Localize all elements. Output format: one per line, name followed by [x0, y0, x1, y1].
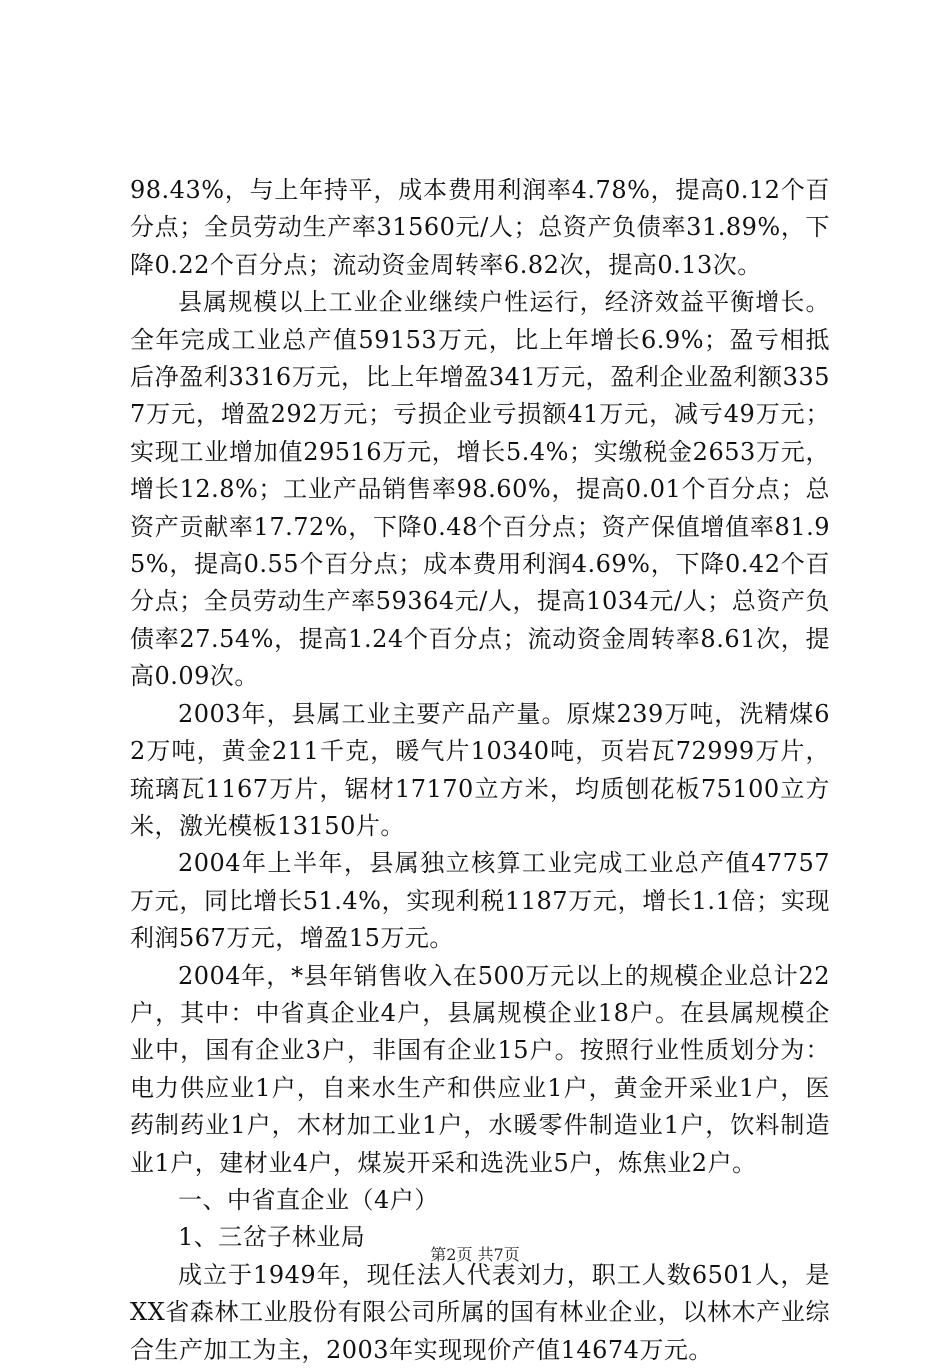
paragraph-enterprise-count: 2004年，*县年销售收入在500万元以上的规模企业总计22户，其中：中省真企业4户，县属规模企业18户。在县属规模企业中，国有企业3户，非国有企业15户。按照行业性质划分为：电力供应业1户，自来水生产和供应业1户，黄金开采业1户，医药制药业1户，木材加工业1户，水暖零件制造业1户，饮料制造业1户，建材业4户，煤炭开采和选洗业5户，炼焦业2户。 — [130, 961, 830, 1177]
paragraph-county-industry: 县属规模以上工业企业继续户性运行，经济效益平衡增长。全年完成工业总产值59153万元，比上年增长6.9%；盈亏相抵后净盈利3316万元，比上年增盈341万元，盈利企业盈利额3357万元，增盈292万元；亏损企业亏损额41万元，减亏49万元；实现工业增加值29516万元，增长5.4%；实缴税金2653万元，增长12.8%；工业产品销售率98.60%，提高0.01个百分点；总资产贡献率17.72%，下降0.48个百分点；资产保值增值率81.95%，提高0.55个百分点；成本费用利润4.69%，下降0.42个百分点；全员劳动生产率59364元/人，提高1034元/人；总资产负债率27.54%，提高1.24个百分点；流动资金周转率8.61次，提高0.09次。 — [130, 288, 830, 691]
paragraph-product-output: 2003年，县属工业主要产品产量。原煤239万吨，洗精煤62万吨，黄金211千克，暖气片10340吨，页岩瓦72999万片，琉璃瓦1167万片，锯材17170立方米，均质刨花板75100立方米，激光模板13150片。 — [130, 699, 830, 840]
section-heading: 一、中省直企业（4户） — [178, 1185, 439, 1214]
paragraph-continued: 98.43%，与上年持平，成本费用利润率4.78%，提高0.12个百分点；全员劳动生产率31560元/人；总资产负债率31.89%，下降0.22个百分点；流动资金周转率6.82次，提高0.13次。 — [130, 176, 830, 279]
document-body — [130, 172, 830, 1369]
page-footer: 第2页 共7页 — [430, 1245, 520, 1264]
paragraph-forestry-bureau: 成立于1949年，现任法人代表刘力，职工人数6501人，是XX省森林工业股份有限公司所属的国有林业企业，以林木产业综合生产加工为主，2003年实现现价产值14674万元。 — [130, 1260, 830, 1364]
subsection-heading: 1、三岔子林业局 — [178, 1223, 366, 1252]
paragraph-half-year: 2004年上半年，县属独立核算工业完成工业总产值47757万元，同比增长51.4%，实现利税1187万元，增长1.1倍；实现利润567万元，增盈15万元。 — [130, 849, 830, 953]
